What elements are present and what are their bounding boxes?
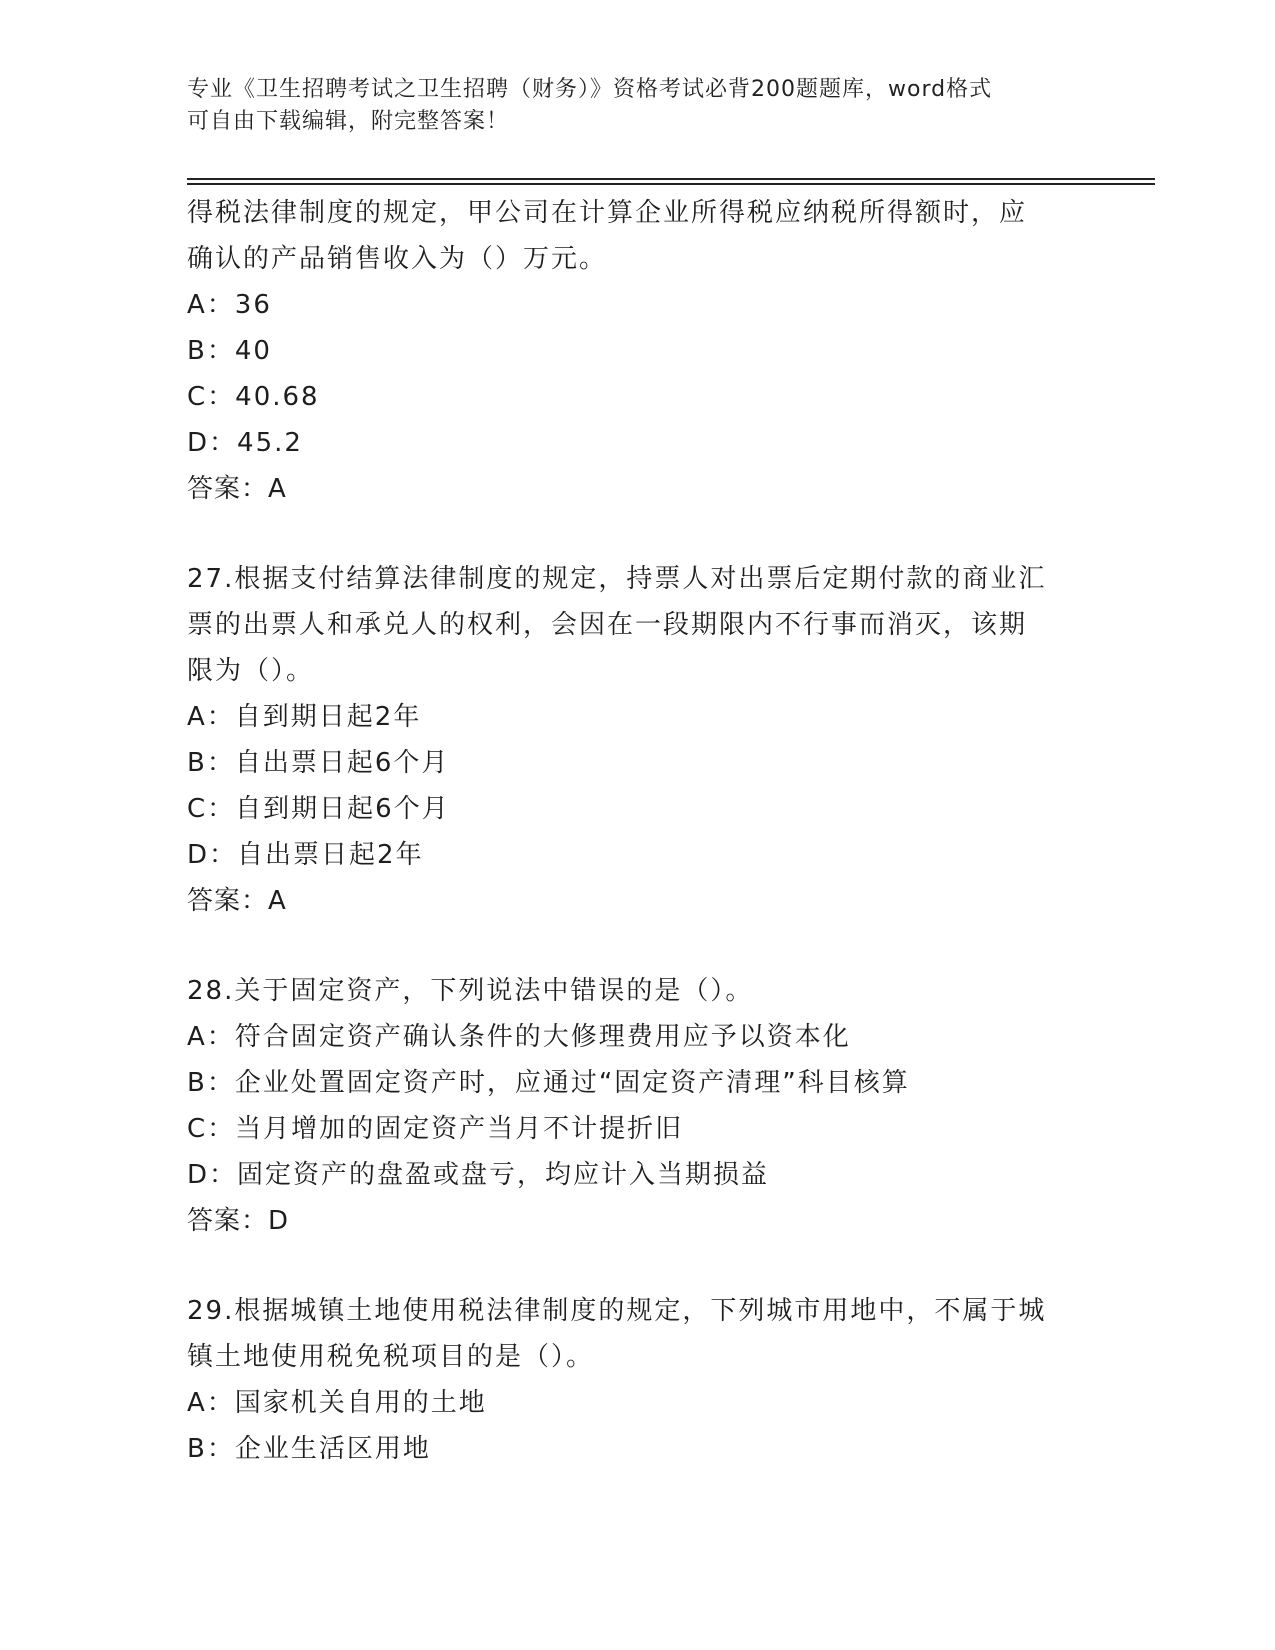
question-stem-line: 28.关于固定资产，下列说法中错误的是（）。: [187, 976, 754, 1006]
header-rule-top: [187, 178, 1155, 180]
option-d: D：固定资产的盘盈或盘亏，均应计入当期损益: [187, 1160, 770, 1190]
option-b: B：40: [187, 336, 272, 366]
question-26: [187, 190, 1087, 512]
option-b: B：自出票日起6个月: [187, 748, 450, 778]
question-stem-line: 得税法律制度的规定，甲公司在计算企业所得税应纳税所得额时，应: [187, 198, 1028, 228]
question-content: [187, 190, 1087, 1472]
answer-line: 答案：A: [187, 886, 287, 916]
answer-line: 答案：A: [187, 474, 287, 504]
option-a: A：自到期日起2年: [187, 702, 422, 732]
header-line-2: 可自由下载编辑，附完整答案！: [187, 109, 510, 134]
question-stem-line: 镇土地使用税免税项目的是（）。: [187, 1342, 595, 1372]
header-rule-bottom: [187, 183, 1155, 185]
option-c: C：40.68: [187, 382, 320, 412]
option-b: B：企业处置固定资产时，应通过“固定资产清理”科目核算: [187, 1068, 910, 1098]
question-stem-line: 票的出票人和承兑人的权利，会因在一段期限内不行事而消灭，该期: [187, 610, 1028, 640]
option-a: A：36: [187, 290, 272, 320]
question-stem-line: 27.根据支付结算法律制度的规定，持票人对出票后定期付款的商业汇: [187, 564, 1047, 594]
question-stem-line: 29.根据城镇土地使用税法律制度的规定，下列城市用地中，不属于城: [187, 1296, 1047, 1326]
question-stem-line: 确认的产品销售收入为（）万元。: [187, 244, 608, 274]
question-29: [187, 1288, 1087, 1472]
question-27: [187, 556, 1087, 924]
answer-line: 答案：D: [187, 1206, 290, 1236]
header-line-1: 专业《卫生招聘考试之卫生招聘（财务）》资格考试必背200题题库，word格式: [187, 77, 993, 102]
option-c: C：自到期日起6个月: [187, 794, 450, 824]
option-a: A：国家机关自用的土地: [187, 1388, 487, 1418]
question-stem-line: 限为（）。: [187, 656, 315, 686]
spacer: [187, 512, 1087, 556]
question-28: [187, 968, 1087, 1244]
spacer: [187, 924, 1087, 968]
spacer: [187, 1244, 1087, 1288]
option-c: C：当月增加的固定资产当月不计提折旧: [187, 1114, 684, 1144]
option-d: D：45.2: [187, 428, 303, 458]
option-a: A：符合固定资产确认条件的大修理费用应予以资本化: [187, 1022, 851, 1052]
option-d: D：自出票日起2年: [187, 840, 424, 870]
option-b: B：企业生活区用地: [187, 1434, 431, 1464]
document-header: [187, 74, 1087, 138]
